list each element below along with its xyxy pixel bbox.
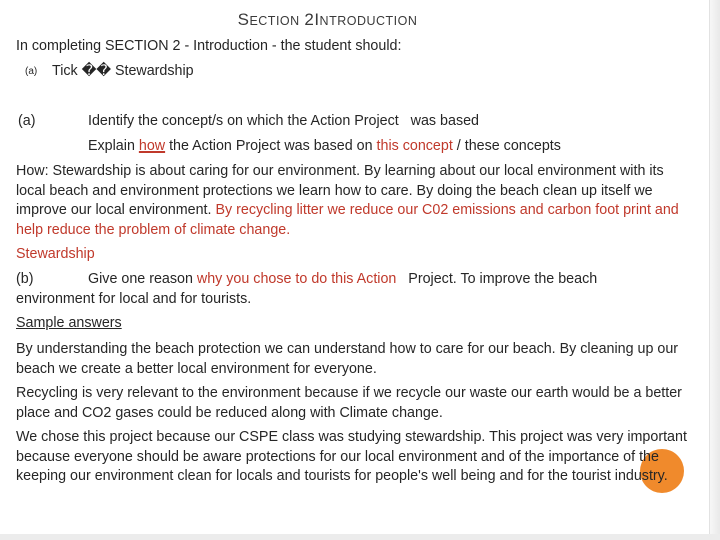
explain-line [88, 138, 561, 154]
slide-bottom-border [0, 534, 720, 540]
question-b-line2: environment for local and for tourists. [16, 290, 252, 307]
how-paragraph-text: How: Stewardship is about caring for our environment. By learning about our local environment with its local beach and environment protections we learn how to care. By doing the beach clean up itself we improve our local environment. [16, 163, 664, 218]
question-b [16, 270, 688, 310]
question-a-label: (a) [18, 113, 36, 129]
question-b-part1: Give one reason [88, 271, 197, 287]
answer-1: By understanding the beach protection we can understand how to care for our beach. By cleaning up our beach we create a better local environment for everyone. [16, 341, 679, 377]
title-initial-s: S [237, 10, 250, 29]
question-b-red: why you chose to do this Action [196, 271, 397, 287]
title-ection: ECTION [249, 14, 300, 28]
how-paragraph-red-text: By recycling litter we reduce our C02 emissions and carbon foot print and help reduce the problem of climate change. [16, 202, 679, 238]
how-paragraph [16, 162, 688, 240]
explain-part1: Explain [88, 138, 139, 154]
tick-label: (a) [25, 66, 38, 77]
question-b-label: (b) [16, 271, 34, 287]
intro-line: In completing SECTION 2 - Introduction - the student should: [16, 38, 402, 54]
explain-how: how [138, 138, 166, 154]
explain-part3: / these concepts [452, 138, 561, 154]
tick-row [16, 63, 416, 83]
stewardship-label: Stewardship [16, 246, 95, 262]
sample-answers-heading: Sample answers [16, 315, 122, 331]
question-a-row [16, 113, 616, 133]
title-number: 2 [304, 10, 315, 29]
question-b-part2: Project. To improve the beach [396, 271, 598, 287]
answer-3: We chose this project because our CSPE class was studying stewardship. This project was very important because everyone should be aware protections for our local environment and of the importance of the keeping our environment clean for locals and tourists for people's well being and for the tourist industry. [16, 429, 687, 484]
slide-title [0, 10, 655, 30]
answer-2: Recycling is very relevant to the environment because if we recycle our waste our earth would be a better place and CO2 gases could be reduced along with Climate change. [16, 385, 682, 421]
title-initial-i: I [314, 10, 320, 29]
slide-right-border [709, 0, 720, 540]
explain-part2: the Action Project was based on [165, 138, 377, 154]
title-ntroduction: NTRODUCTION [319, 14, 418, 28]
question-a-text: Identify the concept/s on which the Action Project was based [88, 113, 480, 129]
explain-this-concept: this concept [376, 138, 453, 154]
question-b-line1 [88, 270, 597, 290]
tick-text: Tick �� Stewardship [52, 63, 194, 79]
